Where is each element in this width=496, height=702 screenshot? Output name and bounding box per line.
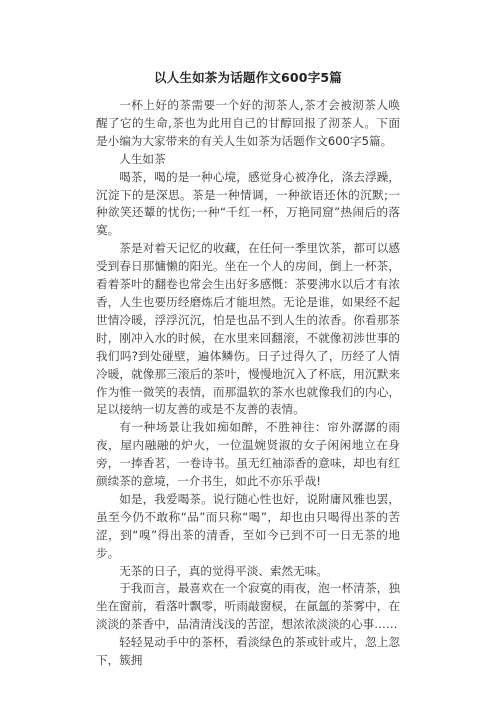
body-paragraph: 于我而言，最喜欢在一个寂寞的雨夜，泡一杯清茶，独坐在窗前，看落叶飘零，听雨敲窗棂，在氤氲的茶雾中，在淡淡的茶香中，品清清浅浅的苦涩，想浓浓淡淡的心事…… xyxy=(96,581,400,632)
document-title: 以人生如茶为话题作文600字5篇 xyxy=(154,70,342,85)
body-paragraph: 茶是对着天记忆的收藏，在任何一季里饮茶，都可以感受到春日那慵懒的阳光。坐在一个人的房间，倒上一杯茶，看着茶叶的翻卷也常会生出好多感慨：茶要沸水以后才有浓香，人生也要历经磨炼后才能坦然。无论是谁，如果经不起世情冷暖，浮浮沉沉，怕是也品不到人生的浓香。你看那茶时，刚冲入水的时候，在水里来回翻滚，不就像初涉世事的我们吗?到处碰壁，遍体鳞伤。日子过得久了，历经了人情冷暖，就像那三滚后的茶叶，慢慢地沉入了杯底，用沉默来作为惟一微笑的表情，而那温软的茶水也就像我们的内心，足以接纳一切友善的或是不友善的表情。 xyxy=(96,241,400,417)
body-paragraph: 无茶的日子，真的觉得平淡、索然无味。 xyxy=(119,563,328,578)
body-paragraph: 喝茶，喝的是一种心境，感觉身心被净化，涤去浮躁，沉淀下的是深思。茶是一种情调，一种欲语还休的沉默;一种欲笑还颦的忧伤;一种“千红一杯，万艳同窟”热闹后的落寞。 xyxy=(96,169,400,238)
body-paragraph: 有一种场景让我如痴如醉，不胜神往：帘外潺潺的雨夜，屋内融融的炉火，一位温婉贤淑的女子闲闲地立在身旁，一捧香茗，一卷诗书。虽无红袖添香的意味，却也有红颜续茶的意境，一介书生，如此不亦乐乎哉! xyxy=(96,420,400,489)
body-paragraph: 轻轻晃动手中的茶杯，看淡绿色的茶或针或片，忽上忽下，簇拥 xyxy=(96,635,400,668)
document-body xyxy=(96,97,400,670)
section-heading: 人生如茶 xyxy=(119,151,166,166)
intro-paragraph: 一杯上好的茶需要一个好的沏茶人,茶才会被沏茶人唤醒了它的生命,茶也为此用自己的甘醇回报了沏茶人。下面是小编为大家带来的有关人生如茶为话题作文600字5篇。 xyxy=(96,98,400,148)
body-paragraph: 如是，我爱喝茶。说行随心性也好，说附庸风雅也罢，虽至今仍不敢称“品”而只称“喝”，却也由只喝得出茶的苦涩，到“嗅”得出茶的清香，至如今已到不可一日无茶的地步。 xyxy=(96,491,400,560)
